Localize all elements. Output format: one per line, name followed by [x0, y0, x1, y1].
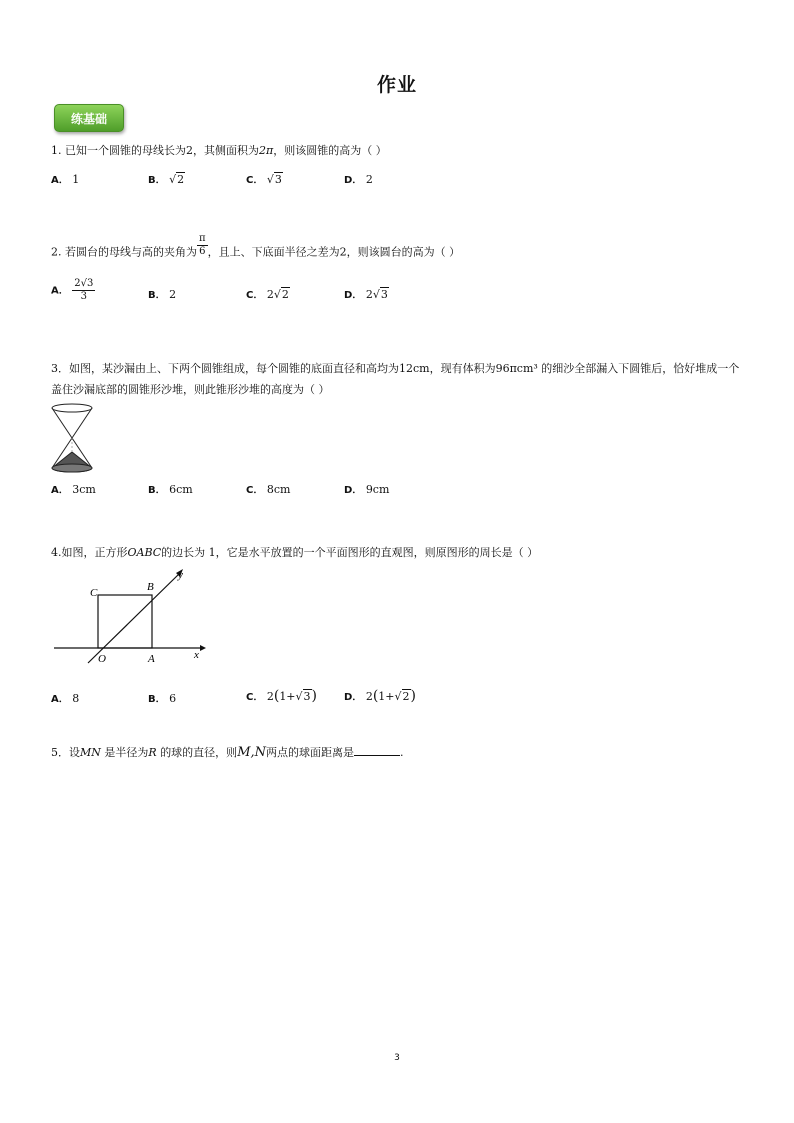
section-badge: 练基础 [54, 104, 124, 132]
question-5-text-2: 是半径为 [104, 746, 149, 759]
sqrt-expression: √3 [372, 288, 388, 301]
option-label: B． [148, 485, 166, 496]
option-label: D． [344, 175, 363, 186]
question-4-text: 4.如图，正方形 [51, 546, 128, 559]
label-b: B [147, 581, 154, 593]
option-coef: 2 [365, 690, 373, 703]
option-label: A． [51, 175, 69, 186]
paren-open: ( [372, 688, 379, 704]
option-label: A． [51, 485, 69, 496]
question-4 [51, 545, 538, 561]
q2-option-b[interactable] [148, 286, 176, 301]
option-value: 8 [72, 692, 80, 705]
square-oabc [98, 595, 152, 648]
q3-option-d[interactable] [344, 481, 389, 496]
option-fraction [72, 278, 95, 303]
option-value: 6cm [169, 483, 193, 496]
option-value: 2 [169, 288, 177, 301]
label-x: x [194, 649, 199, 661]
option-value: 3 [274, 173, 282, 186]
q4-option-d[interactable] [344, 688, 416, 704]
question-3 [51, 358, 741, 400]
y-axis [88, 573, 180, 663]
fraction-denominator: 6 [199, 246, 206, 257]
top-cone-right [72, 408, 92, 438]
question-5-text-end: . [400, 746, 404, 759]
option-label: C． [246, 290, 264, 301]
q3-option-c[interactable] [246, 481, 290, 496]
q3-option-b[interactable] [148, 481, 193, 496]
option-label: C． [246, 175, 264, 186]
q2-option-a[interactable] [51, 278, 95, 303]
option-radicand: 2 [402, 690, 410, 703]
option-value: 6 [169, 692, 177, 705]
q2-option-c[interactable] [246, 286, 290, 301]
label-c: C [90, 587, 98, 599]
q4-option-b[interactable] [148, 690, 176, 705]
question-1-text-end: ，则该圆锥的高为（ ） [273, 144, 387, 157]
option-coef: 2 [266, 288, 274, 301]
q1-option-c[interactable] [246, 171, 283, 186]
sqrt-expression: √2 [394, 690, 410, 703]
question-5-text-3: 的球的直径，则 [160, 746, 238, 759]
page-title: 作业 [376, 74, 417, 96]
math-r: R [148, 746, 157, 759]
option-label: B． [148, 290, 166, 301]
question-5-text: 5．设 [51, 746, 80, 759]
top-rim [52, 404, 92, 412]
label-y: y [178, 569, 183, 581]
option-radicand: 2 [281, 288, 289, 301]
option-value: 8cm [266, 483, 291, 496]
bottom-rim [52, 464, 92, 472]
fraction-numerator: 2√3 [74, 278, 94, 289]
q2-option-d[interactable] [344, 286, 389, 301]
label-a: A [148, 653, 155, 665]
option-label: D． [344, 290, 363, 301]
question-1-text: 1. 已知一个圆锥的母线长为2，其侧面积为 [51, 144, 259, 157]
question-2-text: 2. 若圆台的母线与高的夹角为 [51, 245, 197, 259]
question-5-text-4: 两点的球面距离是 [266, 746, 355, 759]
option-label: C． [246, 485, 264, 496]
option-value: 2 [365, 173, 373, 186]
option-value: 1 [72, 173, 80, 186]
option-label: D． [344, 692, 363, 703]
option-inner: 1+ [378, 690, 395, 703]
question-2-text-end: ，且上、下底面半径之差为2，则该圆台的高为（ ） [207, 245, 461, 259]
question-4-math: OABC [127, 546, 162, 559]
option-label: D． [344, 485, 363, 496]
question-4-text-end: 的边长为 1，它是水平放置的一个平面图形的直观图，则原图形的周长是（ ） [161, 546, 539, 559]
square-oblique-figure [50, 565, 210, 670]
option-inner: 1+ [279, 690, 296, 703]
top-cone-left [52, 408, 72, 438]
option-label: B． [148, 694, 166, 705]
question-1-math: 2π [259, 144, 274, 157]
math-mn: MN [80, 746, 101, 759]
option-value: 9cm [365, 483, 390, 496]
question-2 [51, 233, 461, 265]
option-value: 3cm [72, 483, 96, 496]
fraction-pi-over-6 [197, 233, 208, 258]
paren-open: ( [273, 688, 280, 704]
hourglass-figure [48, 402, 98, 474]
option-label: B． [148, 175, 166, 186]
q1-option-b[interactable] [148, 171, 185, 186]
sqrt-expression: √2 [273, 288, 289, 301]
option-radicand: 3 [303, 690, 311, 703]
question-3-line-2: 盖住沙漏底部的圆锥形沙堆，则此锥形沙堆的高度为（ ） [51, 383, 330, 396]
sqrt-expression: √3 [266, 173, 282, 186]
option-value: 2 [177, 173, 185, 186]
label-o: O [98, 653, 106, 665]
q3-option-a[interactable] [51, 481, 96, 496]
x-axis-arrow [200, 645, 206, 651]
option-label: A． [51, 694, 69, 705]
sqrt-expression: √2 [169, 173, 185, 186]
option-radicand: 3 [380, 288, 388, 301]
question-5 [51, 744, 404, 761]
question-1 [51, 143, 387, 159]
q1-option-d[interactable] [344, 171, 373, 186]
option-label: C． [246, 692, 264, 703]
fraction-numerator: π [199, 233, 206, 244]
paren-close: ) [410, 688, 416, 704]
paren-close: ) [311, 688, 318, 704]
option-coef: 2 [365, 288, 373, 301]
page-number: 3 [394, 1053, 400, 1063]
q4-option-c[interactable] [246, 688, 317, 704]
q1-option-a[interactable] [51, 171, 79, 186]
question-3-line-1: 3．如图，某沙漏由上、下两个圆锥组成，每个圆锥的底面直径和高均为12cm，现有体积为96πcm³ 的细沙全部漏入下圆锥后，恰好堆成一个 [51, 362, 740, 375]
option-coef: 2 [266, 690, 274, 703]
q4-option-a[interactable] [51, 690, 79, 705]
math-m-n: M,N [237, 745, 267, 760]
sqrt-expression: √3 [295, 690, 311, 703]
option-label: A． [51, 285, 69, 297]
fraction-denominator: 3 [80, 291, 87, 302]
answer-blank[interactable] [354, 744, 400, 756]
